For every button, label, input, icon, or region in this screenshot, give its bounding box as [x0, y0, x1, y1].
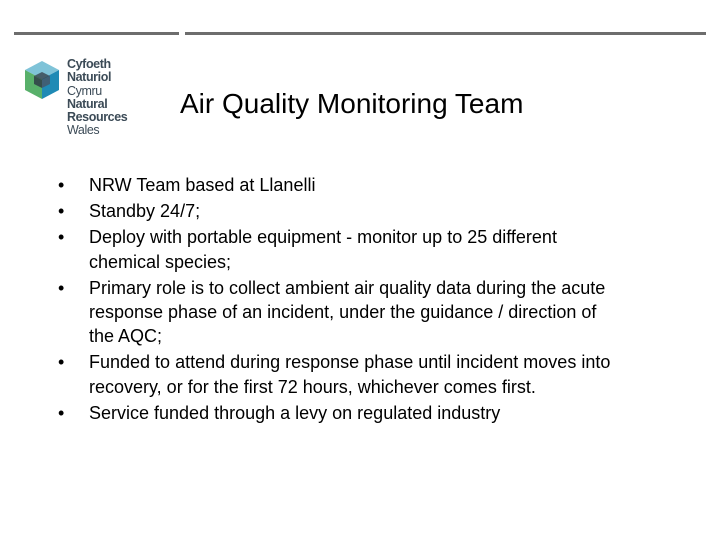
bullet-line: chemical species; — [89, 251, 232, 272]
logo-line: Resources — [67, 110, 128, 125]
bullet-dot: • — [58, 175, 65, 195]
bullet-list — [58, 173, 683, 427]
bullet-item — [58, 225, 683, 273]
header-divider-right — [185, 32, 706, 35]
bullet-line: recovery, or for the first 72 hours, whichever comes first. — [89, 376, 536, 397]
bullet-line: NRW Team based at Llanelli — [89, 175, 316, 195]
logo-line: Cyfoeth — [67, 57, 111, 71]
bullet-dot: • — [58, 402, 65, 423]
bullet-dot: • — [58, 201, 65, 222]
bullet-line: Primary role is to collect ambient air quality data during the acute — [89, 277, 606, 298]
logo-line: Cymru — [67, 83, 102, 98]
logo-line: Natural — [67, 96, 108, 111]
bullet-line: Standby 24/7; — [89, 201, 201, 222]
bullet-item — [58, 276, 683, 349]
bullet-item — [58, 350, 683, 398]
slide-title: Air Quality Monitoring Team — [180, 88, 524, 119]
logo-wordmark — [67, 58, 127, 138]
bullet-line: Deploy with portable equipment - monitor up to 25 different — [89, 227, 557, 248]
nrw-cube-logo-icon — [22, 60, 62, 100]
logo-line: Naturiol — [67, 70, 112, 85]
bullet-item — [58, 199, 683, 223]
bullet-line: Service funded through a levy on regulated industry — [89, 402, 501, 423]
logo-line: Wales — [67, 123, 100, 138]
bullet-dot: • — [58, 352, 65, 373]
header-divider-left — [14, 32, 179, 35]
bullet-item — [58, 173, 683, 197]
bullet-item — [58, 401, 683, 425]
bullet-dot: • — [58, 277, 65, 298]
bullet-dot: • — [58, 227, 65, 248]
bullet-line: response phase of an incident, under the guidance / direction of — [89, 302, 597, 323]
bullet-line: Funded to attend during response phase until incident moves into — [89, 352, 611, 373]
bullet-line: the AQC; — [89, 326, 163, 347]
nrw-logo — [22, 58, 152, 138]
